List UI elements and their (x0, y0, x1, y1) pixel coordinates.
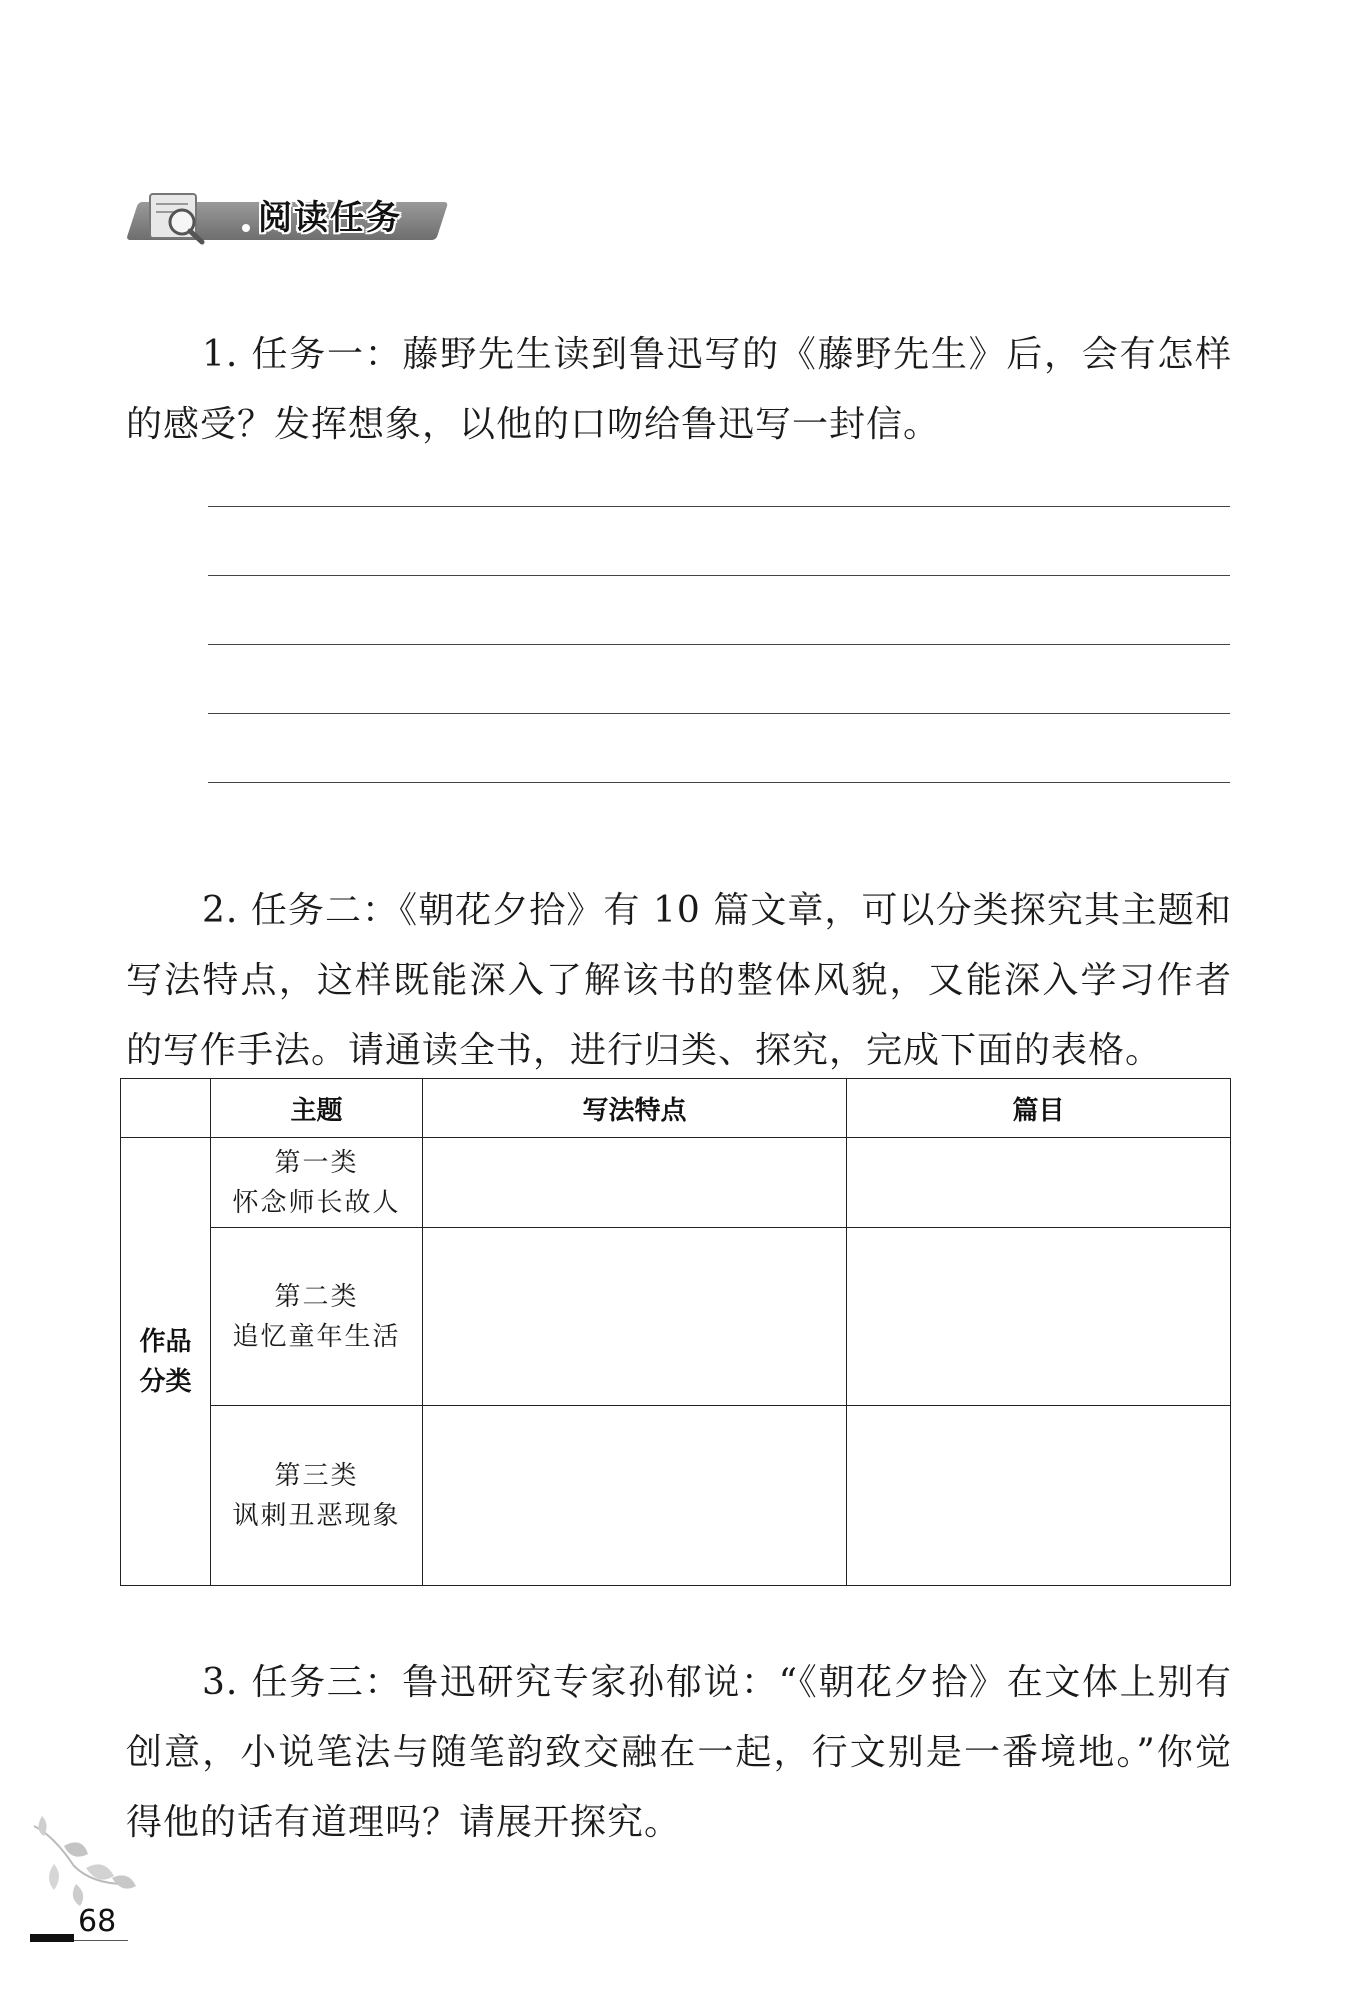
answer-line[interactable] (208, 438, 1230, 507)
answer-line[interactable] (208, 576, 1230, 645)
section-header (126, 188, 438, 244)
answer-line[interactable] (208, 507, 1230, 576)
table-row (121, 1228, 1231, 1406)
table-header-row (121, 1079, 1231, 1138)
chapters-cell[interactable] (847, 1406, 1231, 1586)
category-cell (211, 1406, 423, 1586)
header-chapters: 篇目 (847, 1079, 1231, 1138)
header-writing-features: 写法特点 (423, 1079, 847, 1138)
category-cell (211, 1138, 423, 1228)
header-blank (121, 1079, 211, 1138)
task-three-text: 3. 任务三：鲁迅研究专家孙郁说：“《朝花夕拾》在文体上别有创意，小说笔法与随笔韵致交融在一起，行文别是一番境地。”你觉得他的话有道理吗？请展开探究。 (126, 1662, 1232, 1843)
side-label-cell (121, 1138, 211, 1586)
side-label-line: 分类 (139, 1366, 192, 1397)
writing-features-cell[interactable] (423, 1406, 847, 1586)
answer-line[interactable] (208, 714, 1230, 783)
writing-features-cell[interactable] (423, 1228, 847, 1406)
header-theme: 主题 (211, 1079, 423, 1138)
category-cell (211, 1228, 423, 1406)
writing-features-cell[interactable] (423, 1138, 847, 1228)
footer-bar (30, 1934, 74, 1942)
side-label-line: 作品 (139, 1326, 192, 1357)
category-label: 第一类 (274, 1147, 359, 1178)
task-two-text: 2. 任务二：《朝花夕拾》有 10 篇文章，可以分类探究其主题和写法特点，这样既能深入了解该书的整体风貌，又能深入学习作者的写作手法。请通读全书，进行归类、探究，完成下面的表格。 (126, 890, 1232, 1071)
category-theme: 追忆童年生活 (232, 1321, 401, 1352)
page-number: 68 (78, 1904, 117, 1939)
table-row (121, 1406, 1231, 1586)
table-row (121, 1138, 1231, 1228)
answer-lines[interactable] (208, 438, 1230, 783)
task-one-text: 1. 任务一：藤野先生读到鲁迅写的《藤野先生》后，会有怎样的感受？发挥想象，以他的口吻给鲁迅写一封信。 (126, 334, 1232, 445)
chapters-cell[interactable] (847, 1228, 1231, 1406)
classification-table-wrap (120, 1078, 1231, 1586)
header-dot (242, 224, 250, 232)
section-title: 阅读任务 (258, 198, 402, 238)
category-theme: 讽刺丑恶现象 (232, 1500, 401, 1531)
footer-rule (74, 1940, 128, 1941)
magnifier-book-icon (144, 188, 224, 248)
chapters-cell[interactable] (847, 1138, 1231, 1228)
category-theme: 怀念师长故人 (232, 1187, 401, 1218)
leaf-decoration-icon (24, 1806, 144, 1916)
answer-line[interactable] (208, 645, 1230, 714)
category-label: 第三类 (274, 1460, 359, 1491)
category-label: 第二类 (274, 1281, 359, 1312)
classification-table (120, 1078, 1231, 1586)
